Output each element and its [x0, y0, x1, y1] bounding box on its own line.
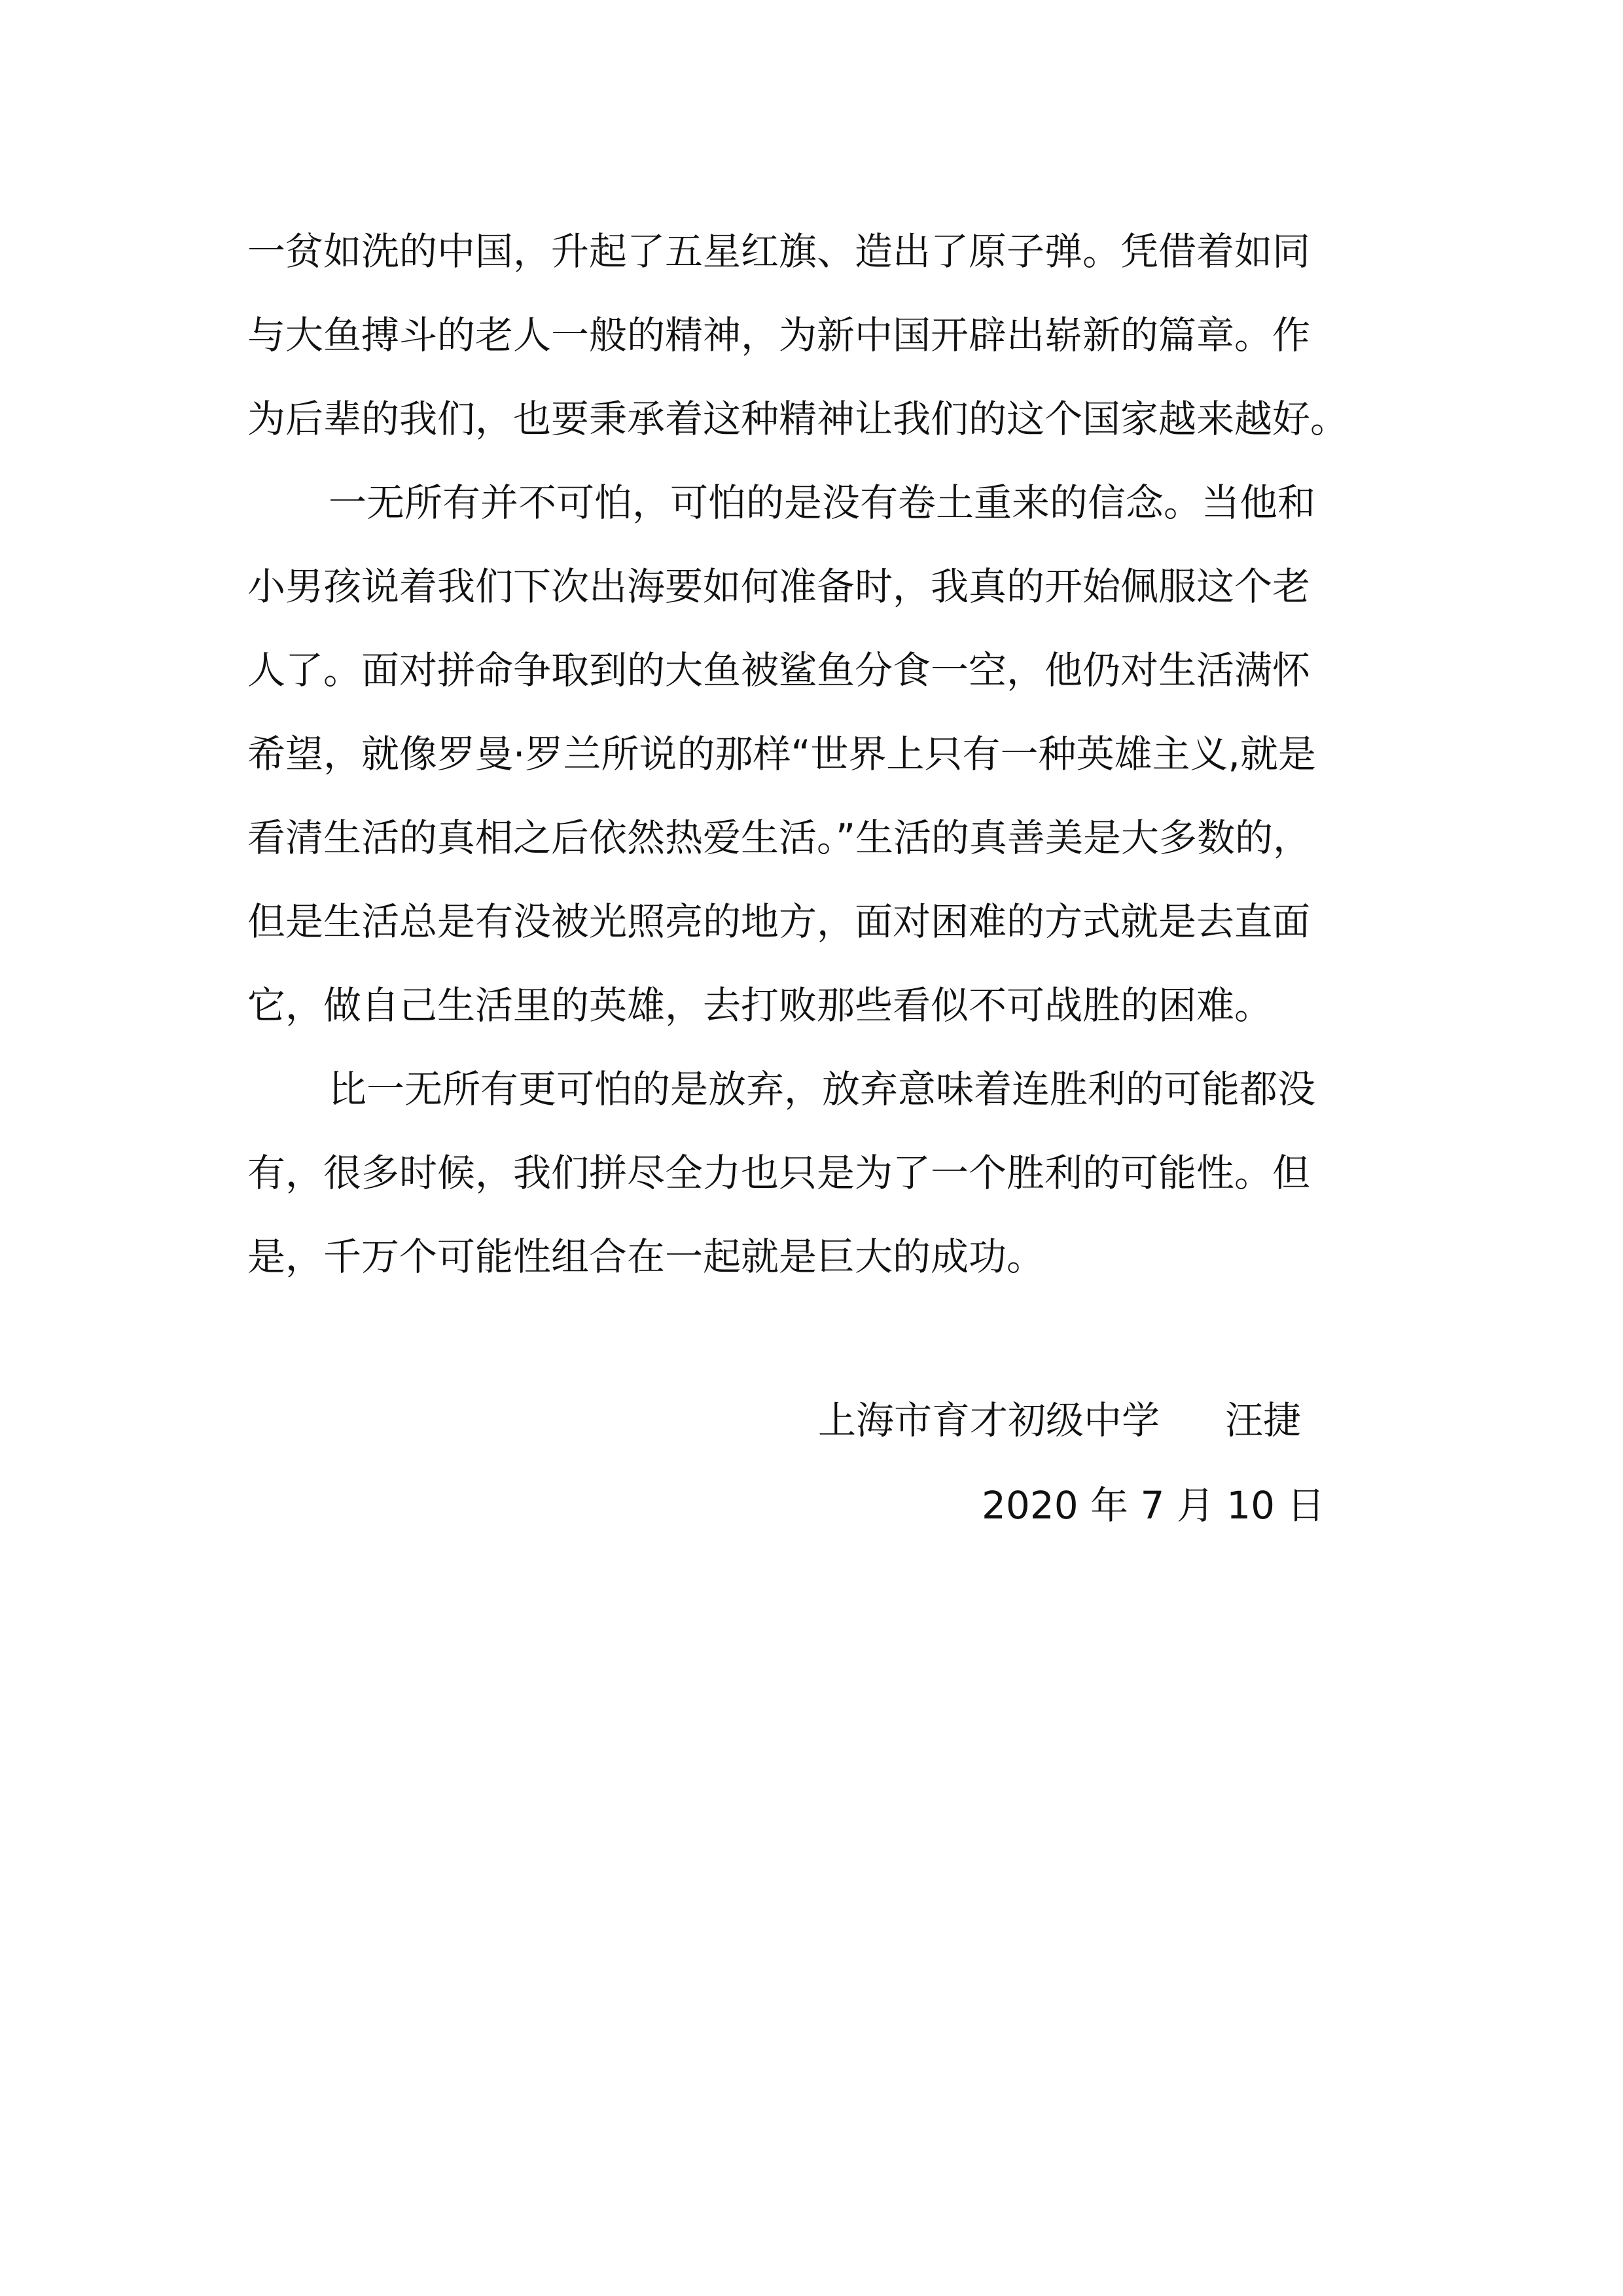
essay-line: 有，很多时候，我们拼尽全力也只是为了一个胜利的可能性。但 [247, 1151, 1311, 1195]
essay-line: 希望，就像罗曼·罗兰所说的那样“世界上只有一种英雄主义,就是 [247, 732, 1316, 776]
signature-line [818, 1394, 1301, 1446]
school-name: 上海市育才初级中学 [818, 1398, 1160, 1443]
essay-line: 与大鱼搏斗的老人一般的精神，为新中国开辟出崭新的篇章。作 [247, 313, 1311, 357]
essay-paragraph-start: 一无所有并不可怕，可怕的是没有卷土重来的信念。当他和 [329, 480, 1316, 525]
essay-line: 小男孩说着我们下次出海要如何准备时，我真的开始佩服这个老 [247, 564, 1311, 609]
essay-body [247, 209, 1393, 1299]
author-name: 汪捷 [1225, 1398, 1302, 1443]
essay-line: 它，做自己生活里的英雄，去打败那些看似不可战胜的困难。 [247, 983, 1273, 1028]
essay-line: 但是生活总是有没被光照亮的地方，面对困难的方式就是去直面 [247, 899, 1311, 944]
essay-line: 为后辈的我们，也要秉承着这种精神让我们的这个国家越来越好。 [247, 397, 1349, 441]
signature-date: 2020 年 7 月 10 日 [982, 1483, 1325, 1528]
essay-paragraph-start: 比一无所有更可怕的是放弃，放弃意味着连胜利的可能都没 [329, 1067, 1316, 1111]
essay-line: 看清生活的真相之后依然热爱生活。”生活的真善美是大多数的， [247, 816, 1311, 860]
essay-line: 人了。面对拼命争取到的大鱼被鲨鱼分食一空，他仍对生活满怀 [247, 648, 1311, 692]
essay-line: 是，千万个可能性组合在一起就是巨大的成功。 [247, 1234, 1045, 1279]
essay-line: 一贫如洗的中国，升起了五星红旗、造出了原子弹。凭借着如同 [247, 229, 1311, 274]
